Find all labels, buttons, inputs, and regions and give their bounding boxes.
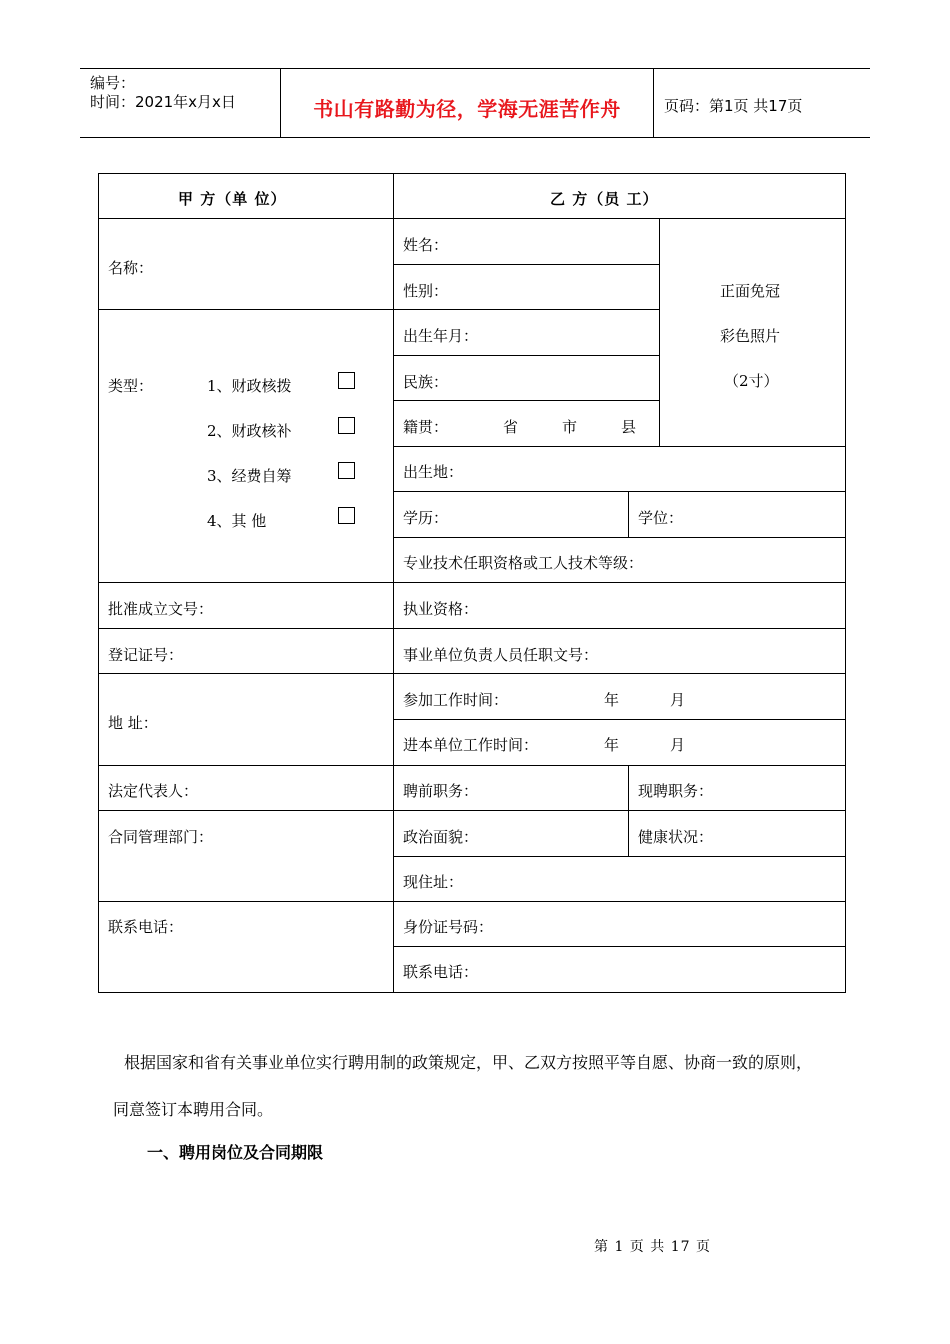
page-footer: 第 1 页 共 17 页 — [594, 1239, 711, 1255]
work-start-label: 参加工作时间： — [403, 691, 509, 709]
party-a-heading: 甲 方（单 位） — [178, 190, 287, 208]
native-city-label: 市 — [562, 418, 578, 436]
registration-number-label: 登记证号： — [108, 646, 184, 664]
photo-instruction-line3: （2寸） — [724, 372, 779, 390]
unit-name-label: 名称： — [108, 259, 154, 277]
join-unit-label: 进本单位工作时间： — [403, 736, 539, 754]
employee-ethnicity-label: 民族： — [403, 373, 449, 391]
type-option-4: 4、其 他 — [207, 512, 267, 530]
native-county-label: 县 — [621, 418, 637, 436]
work-start-year-label: 年 — [604, 691, 620, 709]
photo-instruction-line1: 正面免冠 — [720, 282, 781, 300]
unit-type-label: 类型： — [108, 377, 154, 395]
type-option-2: 2、财政核补 — [207, 422, 292, 440]
political-status-label: 政治面貌： — [403, 828, 479, 846]
photo-instruction-line2: 彩色照片 — [720, 327, 781, 345]
type-option-1: 1、财政核拨 — [207, 377, 292, 395]
type-option-1-checkbox[interactable] — [338, 372, 355, 389]
current-post-label: 现聘职务： — [638, 782, 714, 800]
section-1-heading: 一、聘用岗位及合同期限 — [147, 1143, 324, 1162]
employee-name-label: 姓名： — [403, 236, 449, 254]
native-province-label: 省 — [503, 418, 519, 436]
party-b-heading: 乙 方（员 工） — [550, 190, 659, 208]
previous-post-label: 聘前职务： — [403, 782, 479, 800]
intro-paragraph-line1: 根据国家和省有关事业单位实行聘用制的政策规定，甲、乙双方按照平等自愿、协商一致的原则， — [124, 1053, 813, 1072]
id-number-label: 身份证号码： — [403, 918, 494, 936]
employee-native-place-label: 籍贯： — [403, 418, 449, 436]
join-unit-month-label: 月 — [670, 736, 686, 754]
join-unit-year-label: 年 — [604, 736, 620, 754]
unit-phone-label: 联系电话： — [108, 918, 184, 936]
intro-paragraph-line2: 同意签订本聘用合同。 — [113, 1100, 274, 1119]
type-option-3: 3、经费自筹 — [207, 467, 292, 485]
type-option-4-checkbox[interactable] — [338, 507, 355, 524]
employee-phone-label: 联系电话： — [403, 963, 479, 981]
employee-birth-label: 出生年月： — [403, 327, 479, 345]
type-option-3-checkbox[interactable] — [338, 462, 355, 479]
employee-practice-qualification-label: 执业资格： — [403, 600, 479, 618]
page-info: 页码：第1页 共17页 — [664, 97, 803, 115]
contract-department-label: 合同管理部门： — [108, 828, 214, 846]
approval-number-label: 批准成立文号： — [108, 600, 214, 618]
motto: 书山有路勤为径，学海无涯苦作舟 — [313, 97, 621, 121]
health-status-label: 健康状况： — [638, 828, 714, 846]
type-option-2-checkbox[interactable] — [338, 417, 355, 434]
employee-education-label: 学历： — [403, 509, 449, 527]
current-address-label: 现住址： — [403, 873, 464, 891]
leader-appointment-doc-label: 事业单位负责人员任职文号： — [403, 646, 599, 664]
date-label: 时间：2021年x月x日 — [90, 93, 236, 111]
serial-number-label: 编号： — [90, 74, 136, 92]
unit-address-label: 地 址： — [108, 714, 158, 732]
employee-birthplace-label: 出生地： — [403, 463, 464, 481]
employee-technical-title-label: 专业技术任职资格或工人技术等级： — [403, 554, 644, 572]
employee-degree-label: 学位： — [638, 509, 684, 527]
work-start-month-label: 月 — [670, 691, 686, 709]
legal-representative-label: 法定代表人： — [108, 782, 199, 800]
employee-gender-label: 性别： — [403, 282, 449, 300]
